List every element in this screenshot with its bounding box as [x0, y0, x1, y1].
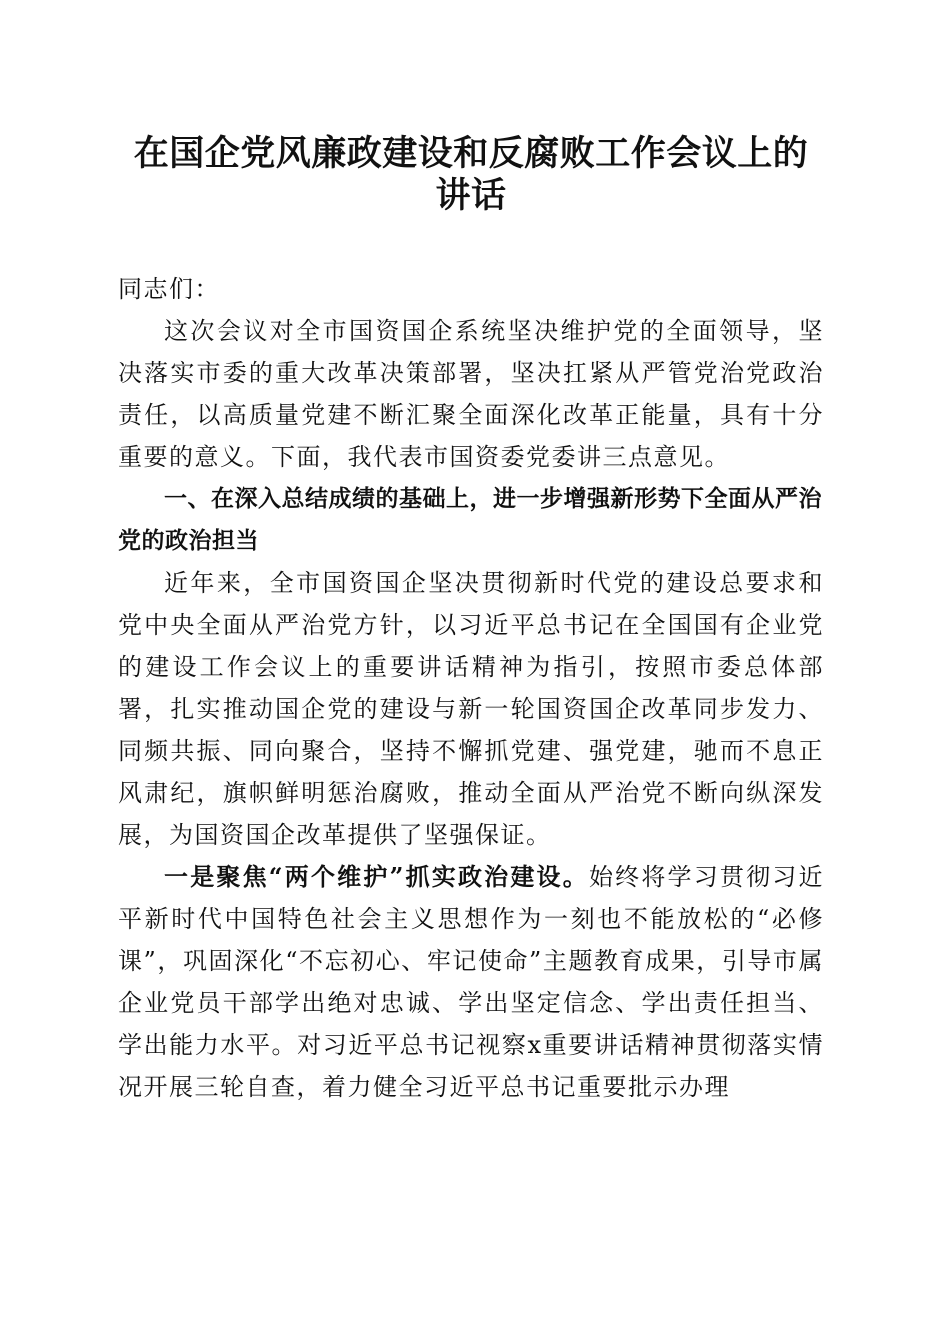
point-one-lead: 一是聚焦“两个维护”抓实政治建设。 — [164, 862, 589, 891]
point-one-paragraph — [118, 856, 824, 1108]
salutation: 同志们： — [118, 275, 220, 303]
point-one-body: 始终将学习贯彻习近平新时代中国特色社会主义思想作为一刻也不能放松的“必修课”，巩固深化“不忘初心、牢记使命”主题教育成果，引导市属企业党员干部学出绝对忠诚、学出坚定信念、学出责任担当、学出能力水平。对习近平总书记视察x重要讲话精神贯彻落实情况开展三轮自查，着力健全习近平总书记重要批示办理 — [118, 863, 825, 1101]
document-title: 在国企党风廉政建设和反腐败工作会议上的讲话 — [133, 133, 809, 216]
intro-paragraph: 这次会议对全市国资国企系统坚决维护党的全面领导，坚决落实市委的重大改革决策部署，坚决扛紧从严管党治党政治责任，以高质量党建不断汇聚全面深化改革正能量，具有十分重要的意义。下面，我代表市国资委党委讲三点意见。 — [118, 317, 824, 471]
section-one-paragraph: 近年来，全市国资国企坚决贯彻新时代党的建设总要求和党中央全面从严治党方针，以习近平总书记在全国国有企业党的建设工作会议上的重要讲话精神为指引，按照市委总体部署，扎实推动国企党的建设与新一轮国资国企改革同步发力、同频共振、同向聚合，坚持不懈抓党建、强党建，驰而不息正风肃纪，旗帜鲜明惩治腐败，推动全面从严治党不断向纵深发展，为国资国企改革提供了坚强保证。 — [118, 569, 824, 849]
section-one-heading: 一、在深入总结成绩的基础上，进一步增强新形势下全面从严治党的政治担当 — [118, 486, 822, 554]
document-page — [118, 133, 824, 1108]
